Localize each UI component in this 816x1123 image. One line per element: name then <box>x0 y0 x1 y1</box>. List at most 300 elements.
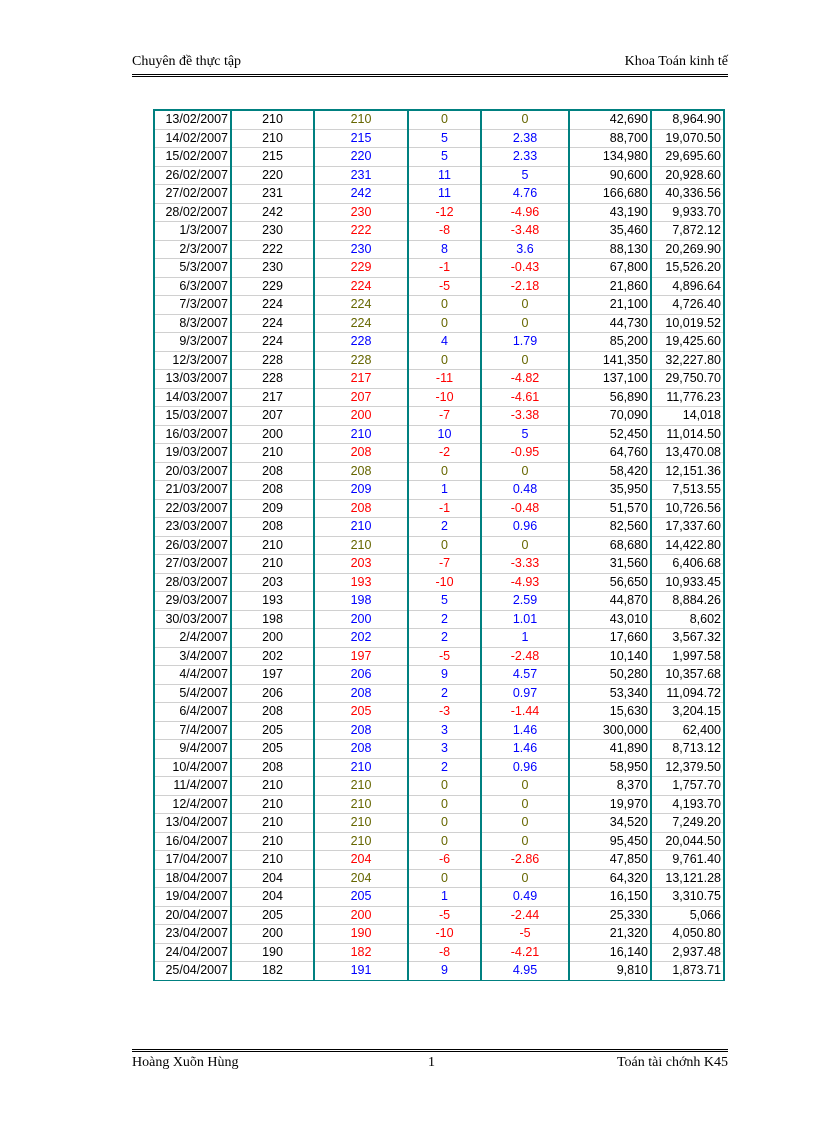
open-price-cell: 224 <box>231 333 314 352</box>
date-cell: 20/04/2007 <box>154 906 231 925</box>
change-cell: 0 <box>408 314 481 333</box>
value-cell: 8,713.12 <box>651 740 724 759</box>
open-price-cell: 190 <box>231 943 314 962</box>
percent-change-cell: -3.48 <box>481 222 569 241</box>
change-cell: -1 <box>408 499 481 518</box>
open-price-cell: 210 <box>231 129 314 148</box>
percent-change-cell: -3.33 <box>481 555 569 574</box>
table-row <box>154 481 724 500</box>
open-price-cell: 204 <box>231 888 314 907</box>
change-cell: -6 <box>408 851 481 870</box>
date-cell: 26/02/2007 <box>154 166 231 185</box>
date-cell: 16/04/2007 <box>154 832 231 851</box>
change-cell: 0 <box>408 832 481 851</box>
date-cell: 6/3/2007 <box>154 277 231 296</box>
close-price-cell: 208 <box>314 684 408 703</box>
value-cell: 40,336.56 <box>651 185 724 204</box>
close-price-cell: 182 <box>314 943 408 962</box>
table-row <box>154 536 724 555</box>
close-price-cell: 207 <box>314 388 408 407</box>
date-cell: 14/02/2007 <box>154 129 231 148</box>
date-cell: 25/04/2007 <box>154 962 231 981</box>
percent-change-cell: -2.86 <box>481 851 569 870</box>
value-cell: 19,425.60 <box>651 333 724 352</box>
close-price-cell: 208 <box>314 740 408 759</box>
open-price-cell: 193 <box>231 592 314 611</box>
percent-change-cell: 5 <box>481 166 569 185</box>
date-cell: 26/03/2007 <box>154 536 231 555</box>
value-cell: 9,761.40 <box>651 851 724 870</box>
volume-cell: 8,370 <box>569 777 651 796</box>
percent-change-cell: 1 <box>481 629 569 648</box>
volume-cell: 90,600 <box>569 166 651 185</box>
change-cell: 5 <box>408 148 481 167</box>
table-row <box>154 185 724 204</box>
value-cell: 4,896.64 <box>651 277 724 296</box>
volume-cell: 15,630 <box>569 703 651 722</box>
date-cell: 18/04/2007 <box>154 869 231 888</box>
percent-change-cell: -4.93 <box>481 573 569 592</box>
percent-change-cell: 1.46 <box>481 721 569 740</box>
table-row <box>154 851 724 870</box>
date-cell: 5/3/2007 <box>154 259 231 278</box>
header-rule <box>132 74 728 77</box>
volume-cell: 47,850 <box>569 851 651 870</box>
volume-cell: 64,320 <box>569 869 651 888</box>
close-price-cell: 193 <box>314 573 408 592</box>
open-price-cell: 200 <box>231 925 314 944</box>
close-price-cell: 220 <box>314 148 408 167</box>
date-cell: 2/3/2007 <box>154 240 231 259</box>
percent-change-cell: 3.6 <box>481 240 569 259</box>
open-price-cell: 203 <box>231 573 314 592</box>
value-cell: 15,526.20 <box>651 259 724 278</box>
open-price-cell: 224 <box>231 314 314 333</box>
table-row <box>154 758 724 777</box>
table-row <box>154 203 724 222</box>
date-cell: 29/03/2007 <box>154 592 231 611</box>
change-cell: 9 <box>408 666 481 685</box>
table-row <box>154 388 724 407</box>
value-cell: 12,151.36 <box>651 462 724 481</box>
close-price-cell: 204 <box>314 851 408 870</box>
change-cell: 0 <box>408 351 481 370</box>
value-cell: 7,872.12 <box>651 222 724 241</box>
table-row <box>154 351 724 370</box>
value-cell: 20,269.90 <box>651 240 724 259</box>
date-cell: 13/02/2007 <box>154 110 231 129</box>
percent-change-cell: 0 <box>481 536 569 555</box>
close-price-cell: 190 <box>314 925 408 944</box>
date-cell: 13/03/2007 <box>154 370 231 389</box>
table-row <box>154 684 724 703</box>
date-cell: 12/3/2007 <box>154 351 231 370</box>
table-row <box>154 370 724 389</box>
footer-author: Hoàng Xuõn Hùng <box>132 1055 239 1070</box>
volume-cell: 67,800 <box>569 259 651 278</box>
table-row <box>154 740 724 759</box>
open-price-cell: 210 <box>231 110 314 129</box>
percent-change-cell: 0 <box>481 314 569 333</box>
close-price-cell: 198 <box>314 592 408 611</box>
volume-cell: 43,190 <box>569 203 651 222</box>
volume-cell: 64,760 <box>569 444 651 463</box>
volume-cell: 82,560 <box>569 518 651 537</box>
percent-change-cell: -0.43 <box>481 259 569 278</box>
change-cell: 11 <box>408 185 481 204</box>
table-row <box>154 407 724 426</box>
change-cell: 4 <box>408 333 481 352</box>
close-price-cell: 230 <box>314 203 408 222</box>
date-cell: 27/03/2007 <box>154 555 231 574</box>
change-cell: -10 <box>408 573 481 592</box>
change-cell: 0 <box>408 814 481 833</box>
table-row <box>154 629 724 648</box>
value-cell: 32,227.80 <box>651 351 724 370</box>
table-row <box>154 721 724 740</box>
volume-cell: 95,450 <box>569 832 651 851</box>
value-cell: 14,422.80 <box>651 536 724 555</box>
change-cell: 0 <box>408 110 481 129</box>
date-cell: 12/4/2007 <box>154 795 231 814</box>
date-cell: 23/04/2007 <box>154 925 231 944</box>
close-price-cell: 224 <box>314 314 408 333</box>
stock-price-table <box>153 109 725 981</box>
date-cell: 24/04/2007 <box>154 943 231 962</box>
volume-cell: 16,140 <box>569 943 651 962</box>
footer-rule <box>132 1049 728 1052</box>
volume-cell: 21,320 <box>569 925 651 944</box>
date-cell: 3/4/2007 <box>154 647 231 666</box>
table-row <box>154 666 724 685</box>
percent-change-cell: -1.44 <box>481 703 569 722</box>
percent-change-cell: 5 <box>481 425 569 444</box>
page-footer <box>132 1055 728 1075</box>
percent-change-cell: -4.21 <box>481 943 569 962</box>
value-cell: 19,070.50 <box>651 129 724 148</box>
percent-change-cell: 0 <box>481 462 569 481</box>
value-cell: 14,018 <box>651 407 724 426</box>
volume-cell: 43,010 <box>569 610 651 629</box>
change-cell: 2 <box>408 629 481 648</box>
close-price-cell: 222 <box>314 222 408 241</box>
percent-change-cell: -4.61 <box>481 388 569 407</box>
volume-cell: 58,950 <box>569 758 651 777</box>
open-price-cell: 208 <box>231 703 314 722</box>
open-price-cell: 210 <box>231 444 314 463</box>
change-cell: -3 <box>408 703 481 722</box>
date-cell: 28/03/2007 <box>154 573 231 592</box>
table-row <box>154 333 724 352</box>
percent-change-cell: 0 <box>481 795 569 814</box>
close-price-cell: 224 <box>314 277 408 296</box>
table-row <box>154 240 724 259</box>
open-price-cell: 210 <box>231 851 314 870</box>
change-cell: -8 <box>408 943 481 962</box>
date-cell: 19/04/2007 <box>154 888 231 907</box>
change-cell: -7 <box>408 555 481 574</box>
change-cell: 1 <box>408 481 481 500</box>
open-price-cell: 220 <box>231 166 314 185</box>
percent-change-cell: 1.01 <box>481 610 569 629</box>
percent-change-cell: -2.18 <box>481 277 569 296</box>
percent-change-cell: 0 <box>481 814 569 833</box>
change-cell: -5 <box>408 277 481 296</box>
change-cell: 10 <box>408 425 481 444</box>
value-cell: 11,094.72 <box>651 684 724 703</box>
table-row <box>154 425 724 444</box>
open-price-cell: 206 <box>231 684 314 703</box>
change-cell: -11 <box>408 370 481 389</box>
percent-change-cell: -2.48 <box>481 647 569 666</box>
close-price-cell: 228 <box>314 333 408 352</box>
open-price-cell: 228 <box>231 351 314 370</box>
value-cell: 29,695.60 <box>651 148 724 167</box>
open-price-cell: 210 <box>231 777 314 796</box>
change-cell: 2 <box>408 518 481 537</box>
volume-cell: 31,560 <box>569 555 651 574</box>
date-cell: 15/03/2007 <box>154 407 231 426</box>
table-row <box>154 925 724 944</box>
percent-change-cell: 1.46 <box>481 740 569 759</box>
volume-cell: 58,420 <box>569 462 651 481</box>
table-row <box>154 166 724 185</box>
value-cell: 2,937.48 <box>651 943 724 962</box>
change-cell: 0 <box>408 296 481 315</box>
table-row <box>154 869 724 888</box>
change-cell: 5 <box>408 592 481 611</box>
table-row <box>154 647 724 666</box>
value-cell: 1,873.71 <box>651 962 724 981</box>
date-cell: 9/4/2007 <box>154 740 231 759</box>
volume-cell: 44,870 <box>569 592 651 611</box>
change-cell: -2 <box>408 444 481 463</box>
change-cell: -7 <box>408 407 481 426</box>
open-price-cell: 207 <box>231 407 314 426</box>
open-price-cell: 205 <box>231 721 314 740</box>
close-price-cell: 210 <box>314 777 408 796</box>
close-price-cell: 209 <box>314 481 408 500</box>
open-price-cell: 198 <box>231 610 314 629</box>
change-cell: 0 <box>408 777 481 796</box>
table-row <box>154 296 724 315</box>
volume-cell: 85,200 <box>569 333 651 352</box>
volume-cell: 35,950 <box>569 481 651 500</box>
value-cell: 11,014.50 <box>651 425 724 444</box>
volume-cell: 53,340 <box>569 684 651 703</box>
volume-cell: 35,460 <box>569 222 651 241</box>
close-price-cell: 202 <box>314 629 408 648</box>
volume-cell: 50,280 <box>569 666 651 685</box>
change-cell: -5 <box>408 647 481 666</box>
percent-change-cell: 0.96 <box>481 518 569 537</box>
percent-change-cell: 0.49 <box>481 888 569 907</box>
open-price-cell: 204 <box>231 869 314 888</box>
value-cell: 4,193.70 <box>651 795 724 814</box>
date-cell: 7/3/2007 <box>154 296 231 315</box>
open-price-cell: 208 <box>231 758 314 777</box>
date-cell: 28/02/2007 <box>154 203 231 222</box>
close-price-cell: 210 <box>314 425 408 444</box>
close-price-cell: 206 <box>314 666 408 685</box>
date-cell: 4/4/2007 <box>154 666 231 685</box>
table-row <box>154 703 724 722</box>
volume-cell: 300,000 <box>569 721 651 740</box>
table-row <box>154 148 724 167</box>
value-cell: 4,726.40 <box>651 296 724 315</box>
volume-cell: 56,890 <box>569 388 651 407</box>
value-cell: 20,044.50 <box>651 832 724 851</box>
value-cell: 6,406.68 <box>651 555 724 574</box>
percent-change-cell: 2.59 <box>481 592 569 611</box>
table-row <box>154 462 724 481</box>
open-price-cell: 210 <box>231 795 314 814</box>
date-cell: 30/03/2007 <box>154 610 231 629</box>
date-cell: 27/02/2007 <box>154 185 231 204</box>
open-price-cell: 228 <box>231 370 314 389</box>
open-price-cell: 205 <box>231 740 314 759</box>
value-cell: 8,602 <box>651 610 724 629</box>
close-price-cell: 208 <box>314 444 408 463</box>
page-header <box>132 54 728 74</box>
volume-cell: 34,520 <box>569 814 651 833</box>
close-price-cell: 228 <box>314 351 408 370</box>
open-price-cell: 242 <box>231 203 314 222</box>
close-price-cell: 210 <box>314 110 408 129</box>
header-left-text: Chuyên đề thực tập <box>132 54 242 69</box>
close-price-cell: 205 <box>314 888 408 907</box>
percent-change-cell: 4.95 <box>481 962 569 981</box>
value-cell: 9,933.70 <box>651 203 724 222</box>
table-row <box>154 259 724 278</box>
close-price-cell: 204 <box>314 869 408 888</box>
volume-cell: 51,570 <box>569 499 651 518</box>
open-price-cell: 209 <box>231 499 314 518</box>
close-price-cell: 210 <box>314 832 408 851</box>
percent-change-cell: 1.79 <box>481 333 569 352</box>
close-price-cell: 200 <box>314 906 408 925</box>
percent-change-cell: -5 <box>481 925 569 944</box>
close-price-cell: 200 <box>314 610 408 629</box>
percent-change-cell: 4.76 <box>481 185 569 204</box>
open-price-cell: 230 <box>231 259 314 278</box>
volume-cell: 137,100 <box>569 370 651 389</box>
table-row <box>154 277 724 296</box>
open-price-cell: 208 <box>231 481 314 500</box>
open-price-cell: 210 <box>231 832 314 851</box>
percent-change-cell: 2.33 <box>481 148 569 167</box>
open-price-cell: 208 <box>231 518 314 537</box>
volume-cell: 141,350 <box>569 351 651 370</box>
volume-cell: 166,680 <box>569 185 651 204</box>
change-cell: 3 <box>408 721 481 740</box>
value-cell: 3,204.15 <box>651 703 724 722</box>
percent-change-cell: 0 <box>481 110 569 129</box>
change-cell: 1 <box>408 888 481 907</box>
percent-change-cell: -4.96 <box>481 203 569 222</box>
open-price-cell: 197 <box>231 666 314 685</box>
date-cell: 23/03/2007 <box>154 518 231 537</box>
change-cell: 2 <box>408 758 481 777</box>
percent-change-cell: 0 <box>481 296 569 315</box>
value-cell: 12,379.50 <box>651 758 724 777</box>
date-cell: 19/03/2007 <box>154 444 231 463</box>
footer-course: Toán tài chớnh K45 <box>616 1055 728 1070</box>
change-cell: 9 <box>408 962 481 981</box>
percent-change-cell: 0.97 <box>481 684 569 703</box>
close-price-cell: 210 <box>314 536 408 555</box>
close-price-cell: 210 <box>314 814 408 833</box>
page-number: 1 <box>428 1055 435 1070</box>
table-body <box>154 110 724 980</box>
close-price-cell: 230 <box>314 240 408 259</box>
close-price-cell: 210 <box>314 518 408 537</box>
table-row <box>154 110 724 129</box>
open-price-cell: 224 <box>231 296 314 315</box>
value-cell: 10,933.45 <box>651 573 724 592</box>
volume-cell: 88,700 <box>569 129 651 148</box>
volume-cell: 9,810 <box>569 962 651 981</box>
close-price-cell: 210 <box>314 795 408 814</box>
date-cell: 11/4/2007 <box>154 777 231 796</box>
date-cell: 17/04/2007 <box>154 851 231 870</box>
volume-cell: 10,140 <box>569 647 651 666</box>
close-price-cell: 205 <box>314 703 408 722</box>
value-cell: 8,964.90 <box>651 110 724 129</box>
value-cell: 29,750.70 <box>651 370 724 389</box>
percent-change-cell: -3.38 <box>481 407 569 426</box>
volume-cell: 41,890 <box>569 740 651 759</box>
open-price-cell: 205 <box>231 906 314 925</box>
value-cell: 3,567.32 <box>651 629 724 648</box>
open-price-cell: 215 <box>231 148 314 167</box>
volume-cell: 70,090 <box>569 407 651 426</box>
change-cell: 0 <box>408 536 481 555</box>
percent-change-cell: -0.95 <box>481 444 569 463</box>
table-row <box>154 814 724 833</box>
change-cell: 0 <box>408 795 481 814</box>
value-cell: 3,310.75 <box>651 888 724 907</box>
value-cell: 10,019.52 <box>651 314 724 333</box>
value-cell: 7,249.20 <box>651 814 724 833</box>
volume-cell: 19,970 <box>569 795 651 814</box>
table-row <box>154 943 724 962</box>
close-price-cell: 203 <box>314 555 408 574</box>
date-cell: 22/03/2007 <box>154 499 231 518</box>
table-row <box>154 795 724 814</box>
close-price-cell: 208 <box>314 462 408 481</box>
open-price-cell: 202 <box>231 647 314 666</box>
change-cell: 5 <box>408 129 481 148</box>
open-price-cell: 217 <box>231 388 314 407</box>
change-cell: 11 <box>408 166 481 185</box>
table-row <box>154 592 724 611</box>
percent-change-cell: 0.96 <box>481 758 569 777</box>
open-price-cell: 200 <box>231 629 314 648</box>
table-row <box>154 129 724 148</box>
percent-change-cell: -0.48 <box>481 499 569 518</box>
change-cell: 3 <box>408 740 481 759</box>
value-cell: 5,066 <box>651 906 724 925</box>
table-row <box>154 906 724 925</box>
close-price-cell: 197 <box>314 647 408 666</box>
table-row <box>154 962 724 981</box>
volume-cell: 56,650 <box>569 573 651 592</box>
date-cell: 14/03/2007 <box>154 388 231 407</box>
change-cell: -5 <box>408 906 481 925</box>
header-right-text: Khoa Toán kinh tế <box>624 54 728 69</box>
table-row <box>154 222 724 241</box>
